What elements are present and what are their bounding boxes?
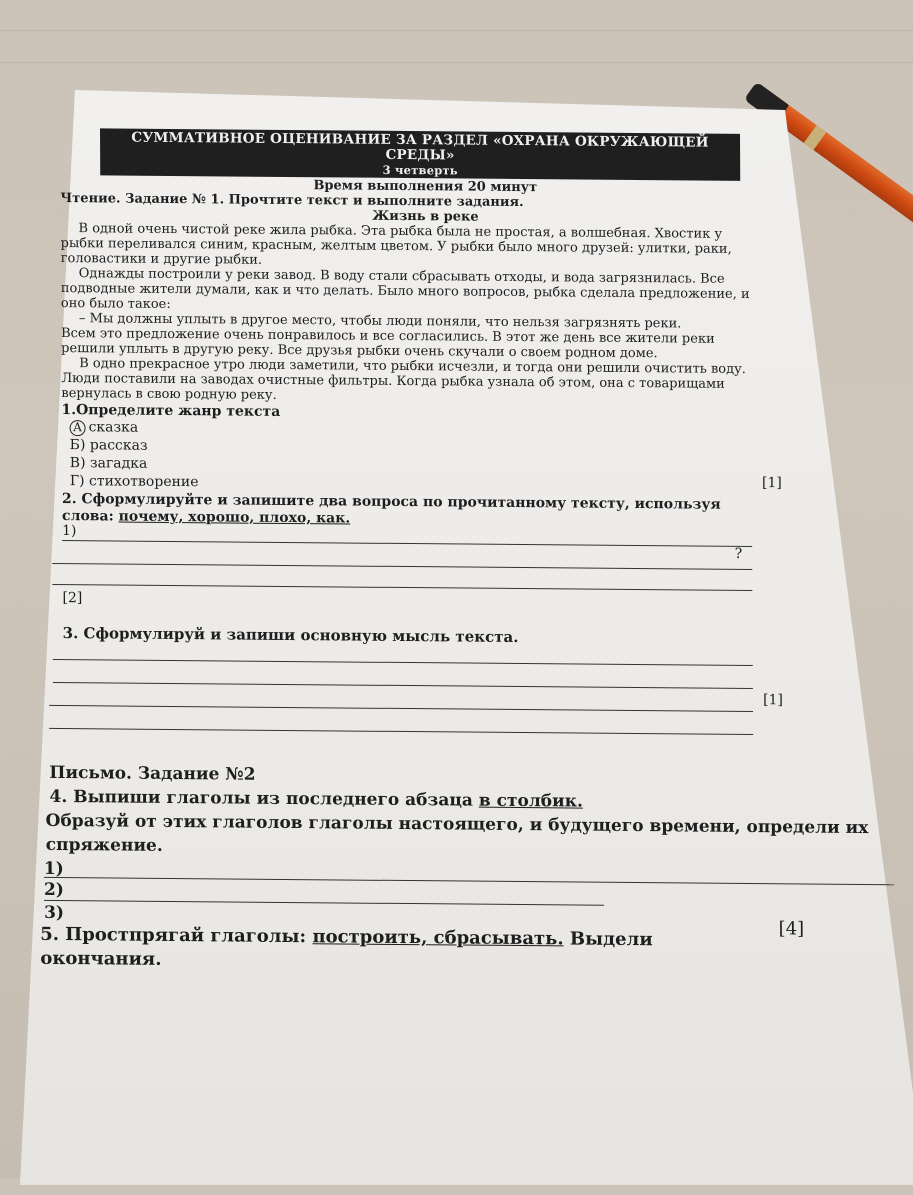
option-text: стихотворение (88, 473, 199, 491)
score-q3: [1] (763, 692, 783, 709)
option-text: рассказ (89, 437, 148, 454)
selected-circle: А (70, 420, 86, 436)
question-3-title: 3. Сформулируй и запиши основную мысль текста. (62, 624, 519, 647)
text-paragraph: Однажды построили у реки завод. В воду стали сбрасывать отходы, и вода загрязнилась. Все подводные жители думали, как и что делать. Было много вопросов, рыбка сделала предложение, и оно было такое: (60, 266, 750, 312)
question-2-title: 2. Сформулируйте и запишите два вопроса по прочитанному тексту, используя (61, 491, 721, 513)
line-label: 2) (43, 879, 64, 901)
question-5-text: 5. Простпрягай глаголы: (40, 923, 307, 948)
text-title: Жизнь в реке (372, 208, 479, 225)
desk-grain (0, 30, 913, 31)
time-limit: Время выполнения 20 минут (313, 178, 538, 196)
question-mark: ? (734, 545, 743, 562)
task2-heading: Письмо. Задание №2 (49, 762, 256, 785)
text-paragraph: В одной очень чистой реке жила рыбка. Эта рыбка была не простая, а волшебная. Хвостик у рыбки переливался синим, красным, желтым цветом. У рыбки было много друзей: улитки, раки, головастики и другие рыбки. (60, 221, 732, 268)
quarter-label: 3 четверть (382, 162, 458, 178)
score-q2: [2] (62, 590, 83, 607)
worksheet-title: СУММАТИВНОЕ ОЦЕНИВАНИЕ ЗА РАЗДЕЛ «ОХРАНА ОКРУЖАЮЩЕЙ СРЕДЫ» (131, 129, 709, 164)
question-5-line (40, 918, 805, 977)
question-4-underlined: в столбик. (478, 790, 583, 812)
words-label: слова: (61, 508, 114, 525)
question-5-instruction: Выдели окончания. (40, 928, 653, 970)
desk-grain (0, 62, 913, 63)
answer-line-q4-2[interactable] (44, 878, 604, 906)
worksheet (40, 128, 869, 977)
title-banner (100, 128, 740, 181)
key-words: почему, хорошо, плохо, как. (118, 508, 351, 527)
option-mark: Б) (69, 437, 86, 454)
task1-heading: Чтение. Задание № 1. Прочтите текст и выполните задания. (60, 191, 524, 211)
line-label: 1) (43, 858, 64, 880)
option-mark: Г) (69, 473, 85, 490)
text-paragraph: В одно прекрасное утро люди заметили, что рыбки исчезли, и тогда они решили очистить воду. Люди поставили на заводах очистные фильтры. Когда рыбка узнала об этом, она с товарищами вернулась в свою родную реку. (61, 356, 746, 403)
line-label: 1) (62, 523, 77, 540)
score-q4-5: [4] (778, 918, 805, 940)
score-q1: [1] (761, 475, 782, 492)
question-5-verbs: построить, сбрасывать. (312, 926, 564, 950)
question-4-text: 4. Выпиши глаголы из последнего абзаца (49, 786, 473, 811)
text-paragraph: – Мы должны уплыть в другое место, чтобы люди поняли, что нельзя загрязнять реки. (78, 311, 682, 332)
question-4-instructions: Образуй от этих глаголов глаголы настоящего, и будущего времени, определи их спряжение. (45, 810, 869, 856)
text-paragraph: Всем это предложение очень понравилось и все согласились. В этот же день все жители реки решили уплыть в другую реку. Все друзья рыбки очень скучали о своем родном доме. (61, 326, 715, 362)
line-label: 3) (44, 902, 65, 924)
option-text: загадка (89, 455, 148, 472)
pen-band (804, 125, 827, 150)
answer-line-q3-4[interactable] (49, 706, 753, 735)
option-mark: В) (69, 455, 86, 472)
question-1-title: 1.Определите жанр текста (61, 402, 281, 420)
option-text: сказка (88, 419, 139, 436)
